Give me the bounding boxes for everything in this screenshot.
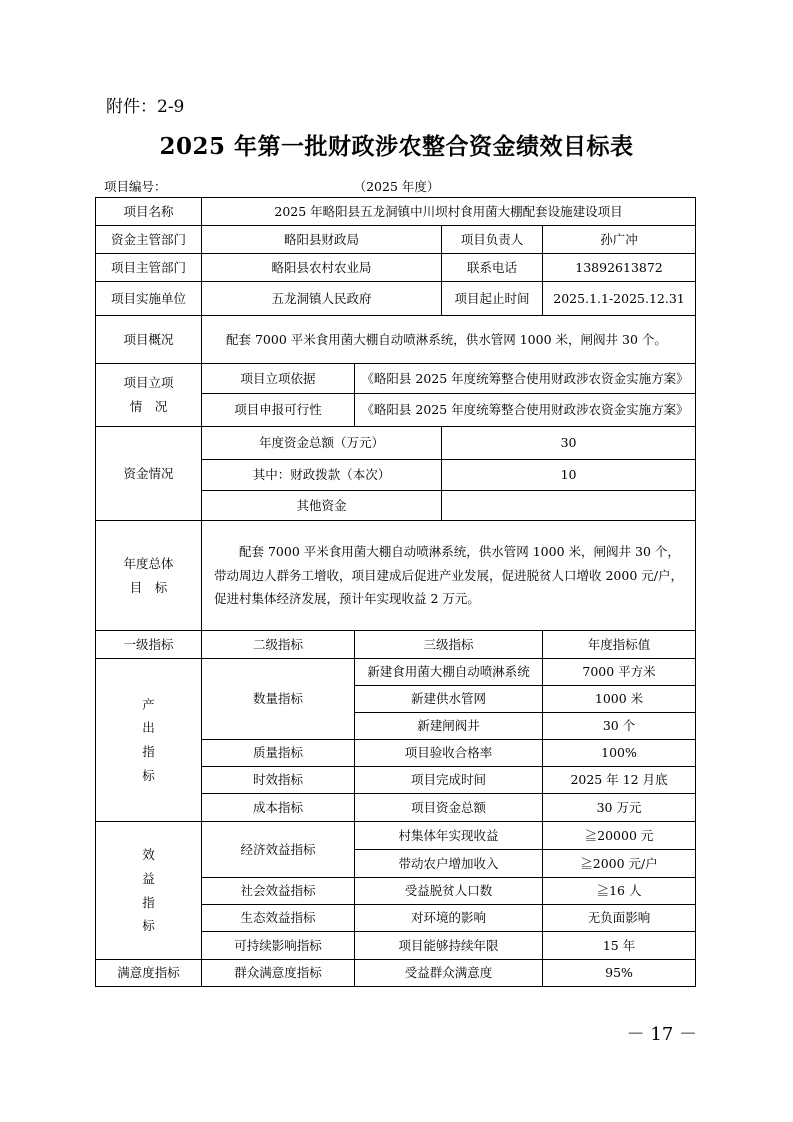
feasibility-label: 项目申报可行性	[202, 394, 355, 427]
indicator-name: 受益脱贫人口数	[355, 878, 543, 905]
indicator-value: 95%	[543, 960, 696, 987]
phone-label: 联系电话	[442, 254, 543, 282]
project-number-label: 项目编号：	[104, 179, 167, 194]
economic-indicator-label: 经济效益指标	[202, 822, 355, 878]
annual-goal-label-line1: 年度总体	[123, 555, 174, 571]
impl-unit-value: 五龙洞镇人民政府	[202, 282, 442, 316]
indicator-name: 对环境的影响	[355, 905, 543, 932]
annual-goal-label-line2: 目 标	[129, 579, 168, 595]
fund-total-label: 年度资金总额（万元）	[202, 427, 442, 460]
indicator-name: 项目资金总额	[355, 794, 543, 822]
sustain-indicator-label: 可持续影响指标	[202, 932, 355, 960]
overview-label: 项目概况	[96, 316, 202, 364]
attachment-label: 附件：2-9	[106, 97, 185, 117]
feasibility-value: 《略阳县 2025 年度统筹整合使用财政涉农资金实施方案》	[355, 394, 696, 427]
satisfaction-sub-label: 群众满意度指标	[202, 960, 355, 987]
phone-value: 13892613872	[543, 254, 696, 282]
table-row	[96, 316, 696, 364]
quality-indicator-label: 质量指标	[202, 740, 355, 767]
owner-label: 项目负责人	[442, 226, 543, 254]
indicator-name: 项目验收合格率	[355, 740, 543, 767]
indicator-value: 2025 年 12 月底	[543, 767, 696, 794]
indicator-value: ≧16 人	[543, 878, 696, 905]
year-label: （2025 年度）	[353, 179, 440, 194]
fund-dept-value: 略阳县财政局	[202, 226, 442, 254]
table-row	[96, 521, 696, 631]
indicator-name: 新建食用菌大棚自动喷淋系统	[355, 659, 543, 686]
fund-fiscal-label: 其中：财政拨款（本次）	[202, 460, 442, 491]
indicator-value: 7000 平方米	[543, 659, 696, 686]
approval-label-line1: 项目立项	[123, 375, 174, 391]
cost-indicator-label: 成本指标	[202, 794, 355, 822]
project-dept-label: 项目主管部门	[96, 254, 202, 282]
fund-other-label: 其他资金	[202, 491, 442, 521]
indicator-name: 带动农户增加收入	[355, 850, 543, 878]
project-dept-value: 略阳县农村农业局	[202, 254, 442, 282]
table-row	[96, 198, 696, 226]
fund-total-value: 30	[442, 427, 696, 460]
approval-basis-label: 项目立项依据	[202, 364, 355, 394]
indicator-name: 项目能够持续年限	[355, 932, 543, 960]
header-level2: 二级指标	[202, 631, 355, 659]
satisfaction-indicator-label: 满意度指标	[96, 960, 202, 987]
quantity-indicator-label: 数量指标	[202, 659, 355, 740]
time-indicator-label: 时效指标	[202, 767, 355, 794]
approval-label-line2: 情 况	[129, 399, 168, 414]
approval-label	[96, 364, 202, 427]
annual-goal-text: 配套 7000 平米食用菌大棚自动喷淋系统，供水管网 1000 米，闸阀井 30 个，带动周边人群务工增收，项目建成后促进产业发展，促进脱贫人口增收 2000 元/户，促进村集体经济发展，预计年实现收益 2 万元。	[202, 521, 696, 631]
owner-value: 孙广冲	[543, 226, 696, 254]
period-value: 2025.1.1-2025.12.31	[543, 282, 696, 316]
project-name-value: 2025 年略阳县五龙洞镇中川坝村食用菌大棚配套设施建设项目	[202, 198, 696, 226]
table-row	[96, 226, 696, 254]
fund-other-value	[442, 491, 696, 521]
fund-fiscal-value: 10	[442, 460, 696, 491]
indicator-name: 新建闸阀井	[355, 713, 543, 740]
indicator-value: 30 个	[543, 713, 696, 740]
indicator-value: ≧2000 元/户	[543, 850, 696, 878]
indicator-value: ≧20000 元	[543, 822, 696, 850]
impl-unit-label: 项目实施单位	[96, 282, 202, 316]
indicator-value: 15 年	[543, 932, 696, 960]
ecology-indicator-label: 生态效益指标	[202, 905, 355, 932]
header-annual-value: 年度指标值	[543, 631, 696, 659]
indicator-name: 村集体年实现收益	[355, 822, 543, 850]
table-row	[96, 364, 696, 394]
indicator-header-row	[96, 631, 696, 659]
period-label: 项目起止时间	[442, 282, 543, 316]
indicator-name: 新建供水管网	[355, 686, 543, 713]
benefit-indicator-label: 效 益 指 标	[96, 822, 202, 960]
performance-target-table	[95, 197, 696, 987]
indicator-value: 无负面影响	[543, 905, 696, 932]
overview-value: 配套 7000 平米食用菌大棚自动喷淋系统，供水管网 1000 米，闸阀井 30 个。	[202, 316, 696, 364]
output-indicator-label: 产 出 指 标	[96, 659, 202, 822]
table-row	[96, 282, 696, 316]
header-level1: 一级指标	[96, 631, 202, 659]
table-row	[96, 822, 696, 850]
approval-basis-value: 《略阳县 2025 年度统筹整合使用财政涉农资金实施方案》	[355, 364, 696, 394]
table-row	[96, 960, 696, 987]
annual-goal-label	[96, 521, 202, 631]
page-number: － 17 －	[626, 1024, 697, 1045]
fund-dept-label: 资金主管部门	[96, 226, 202, 254]
indicator-value: 100%	[543, 740, 696, 767]
table-row	[96, 659, 696, 686]
project-name-label: 项目名称	[96, 198, 202, 226]
page-title: 2025 年第一批财政涉农整合资金绩效目标表	[159, 133, 634, 160]
header-level3: 三级指标	[355, 631, 543, 659]
indicator-value: 30 万元	[543, 794, 696, 822]
table-row	[96, 427, 696, 460]
social-indicator-label: 社会效益指标	[202, 878, 355, 905]
indicator-value: 1000 米	[543, 686, 696, 713]
table-row	[96, 254, 696, 282]
indicator-name: 项目完成时间	[355, 767, 543, 794]
funds-label: 资金情况	[96, 427, 202, 521]
indicator-name: 受益群众满意度	[355, 960, 543, 987]
